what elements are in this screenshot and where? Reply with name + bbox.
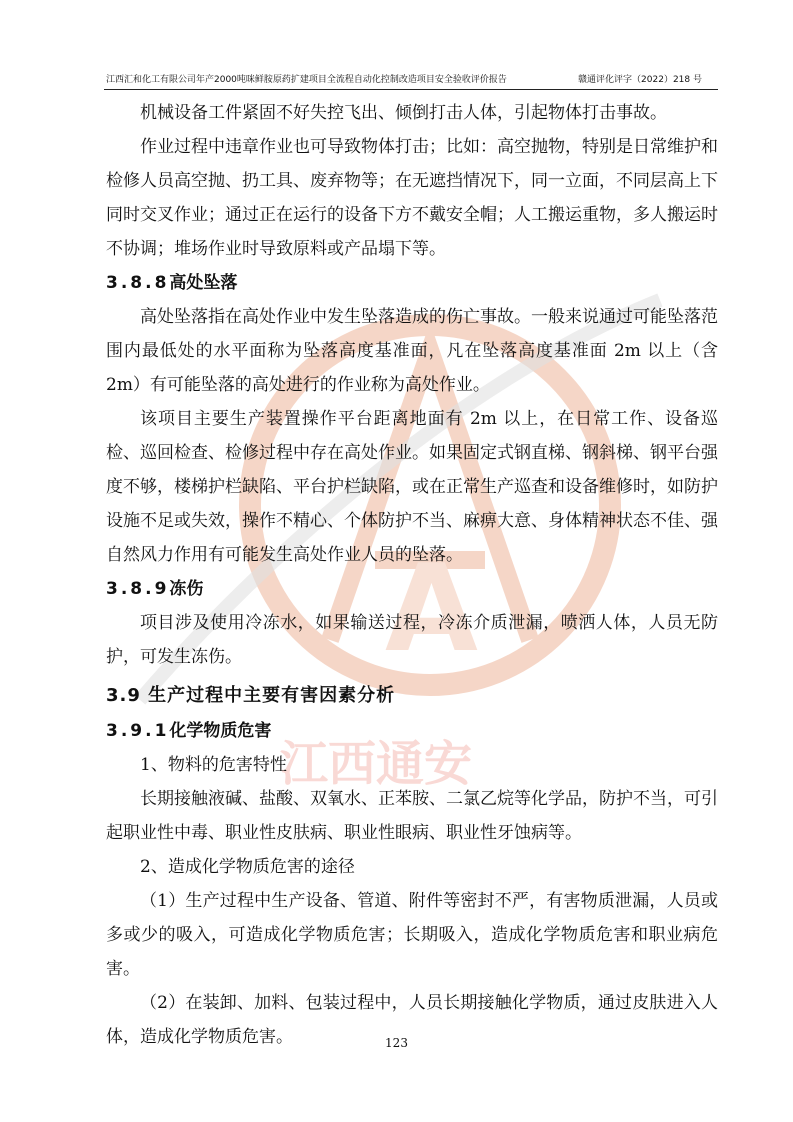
page-number: 123 bbox=[385, 1036, 408, 1050]
list-heading: 1、物料的危害特性 bbox=[140, 755, 287, 775]
section-title: 化学物质危害 bbox=[169, 721, 272, 741]
section-number: 3.9.1 bbox=[106, 721, 170, 741]
section-title: 冻伤 bbox=[169, 579, 204, 599]
paragraph: 该项目主要生产装置操作平台距离地面有 2m 以上，在日常工作、设备巡检、巡回检查、检修过程中存在高处作业。如果固定式钢直梯、钢斜梯、钢平台强度不够，楼梯护栏缺陷、平台护栏缺陷，或在正常生产巡查和设备维修时，如防护设施不足或失效，操作不精心、个体防护不当、麻痹大意、身体精神状态不佳、强自然风力作用有可能发生高处作业人员的坠落。 bbox=[106, 409, 718, 565]
list-heading: 2、造成化学物质危害的途径 bbox=[140, 857, 355, 877]
paragraph: （2）在装卸、加料、包装过程中，人员长期接触化学物质，通过皮肤进入人体，造成化学物质危害。 bbox=[106, 993, 718, 1047]
paragraph: 机械设备工件紧固不好失控飞出、倾倒打击人体，引起物体打击事故。 bbox=[140, 103, 667, 123]
header-report-number: 赣通评化评字（2022）218 号 bbox=[578, 75, 702, 85]
section-title: 高处坠落 bbox=[169, 273, 238, 293]
paragraph: 高处坠落指在高处作业中发生坠落造成的伤亡事故。一般来说通过可能坠落范围内最低处的水平面称为坠落高度基准面，凡在坠落高度基准面 2m 以上（含 2m）有可能坠落的高处进行的作业称为高处作业。 bbox=[106, 307, 718, 395]
header-report-title: 江西汇和化工有限公司年产2000吨咪鲜胺原药扩建项目全流程自动化控制改造项目安全验收评价报告 bbox=[106, 75, 507, 85]
header-divider bbox=[104, 89, 718, 90]
paragraph: （1）生产过程中生产设备、管道、附件等密封不严，有害物质泄漏，人员或多或少的吸入，可造成化学物质危害；长期吸入，造成化学物质危害和职业病危害。 bbox=[106, 891, 718, 979]
paragraph: 作业过程中违章作业也可导致物体打击；比如：高空抛物，特别是日常维护和检修人员高空抛、扔工具、废弃物等；在无遮挡情况下，同一立面，不同层高上下同时交叉作业；通过正在运行的设备下方不戴安全帽；人工搬运重物，多人搬运时不协调；堆场作业时导致原料或产品塌下等。 bbox=[106, 137, 718, 259]
section-heading-3-8-9 bbox=[106, 572, 718, 606]
paragraph: 项目涉及使用冷冻水，如果输送过程，冷冻介质泄漏，喷洒人体，人员无防护，可发生冻伤。 bbox=[106, 613, 718, 667]
paragraph: 长期接触液碱、盐酸、双氧水、正苯胺、二氯乙烷等化学品，防护不当，可引起职业性中毒、职业性皮肤病、职业性眼病、职业性牙蚀病等。 bbox=[106, 789, 718, 843]
section-heading-3-8-8 bbox=[106, 266, 718, 300]
running-header bbox=[106, 74, 702, 86]
watermark-logo-letter: A bbox=[385, 540, 478, 679]
section-heading-3-9: 3.9 生产过程中主要有害因素分析 bbox=[106, 685, 396, 706]
section-number: 3.8.9 bbox=[106, 579, 170, 599]
section-number: 3.8.8 bbox=[106, 273, 170, 293]
page-body bbox=[106, 96, 718, 1054]
section-heading-3-9-1 bbox=[106, 714, 718, 748]
watermark-seal-text: 江西通安 bbox=[280, 736, 473, 792]
